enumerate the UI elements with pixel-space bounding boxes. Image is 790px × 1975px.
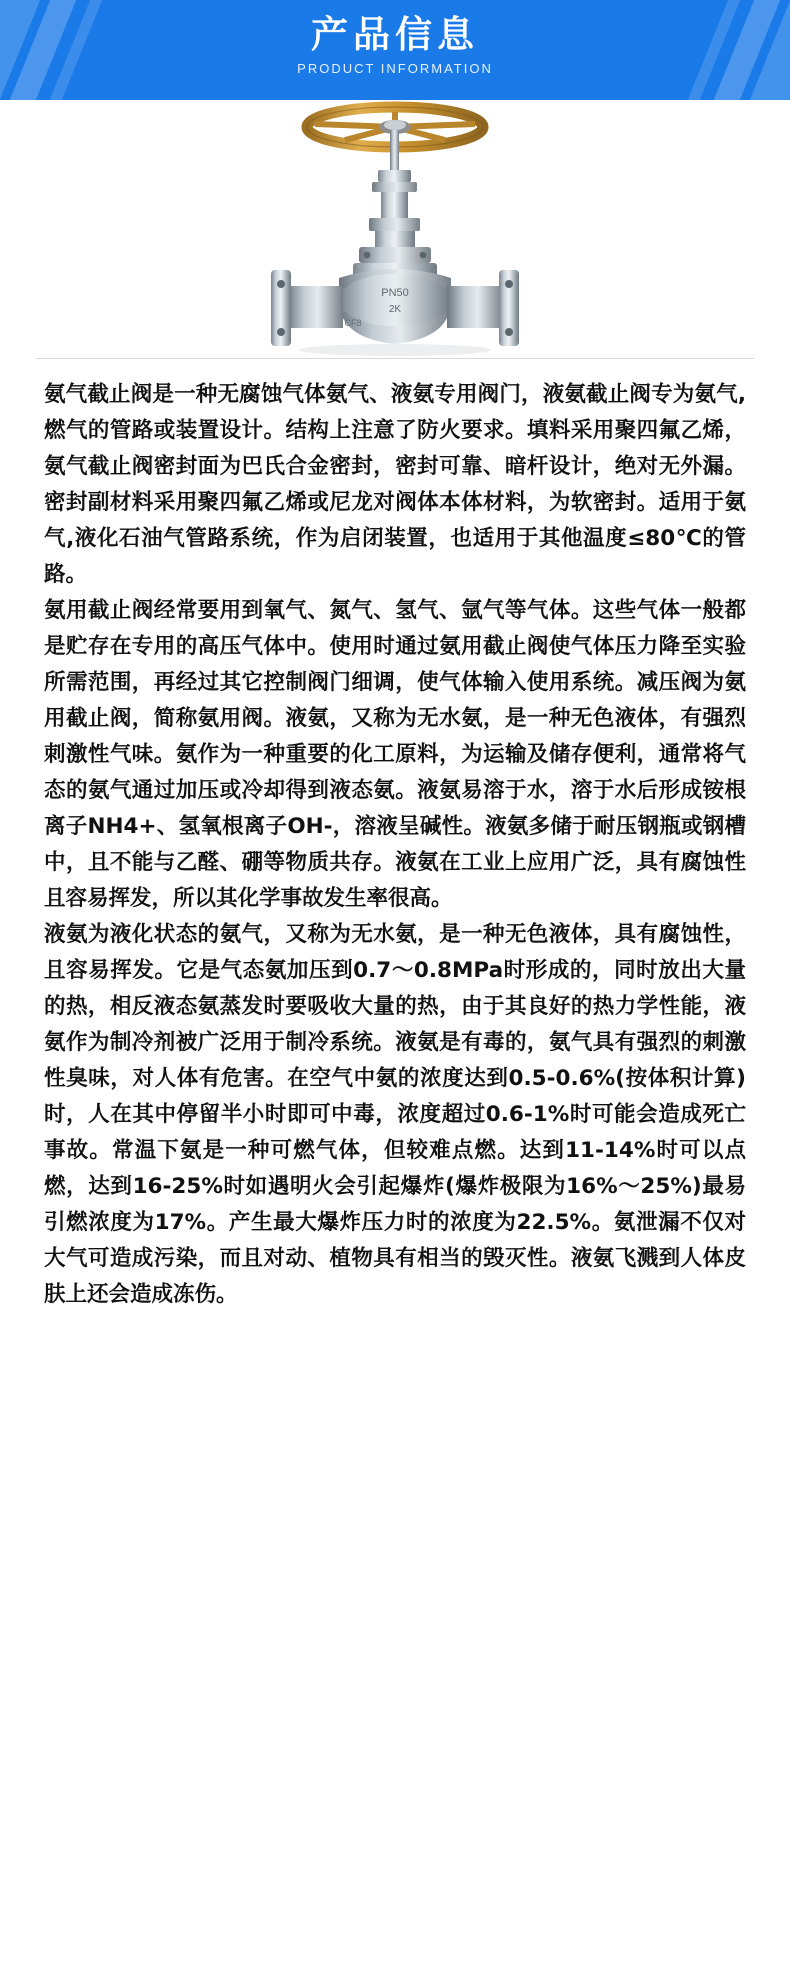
svg-text:CF8: CF8 bbox=[344, 318, 362, 328]
svg-text:PN50: PN50 bbox=[381, 287, 409, 299]
valve-bonnet bbox=[353, 170, 437, 278]
globe-valve-illustration bbox=[235, 100, 555, 358]
valve-stem bbox=[390, 130, 399, 172]
page-header-banner bbox=[0, 0, 790, 100]
right-flange bbox=[447, 270, 519, 346]
page-title: 产品信息 bbox=[311, 14, 479, 55]
left-flange bbox=[271, 270, 343, 346]
paragraph: 液氨为液化状态的氨气，又称为无水氨，是一种无色液体，具有腐蚀性，且容易挥发。它是气态氨加压到0.7～0.8MPa时形成的，同时放出大量的热，相反液态氨蒸发时要吸收大量的热，由于其良好的热力学性能，液氨作为制冷剂被广泛用于制冷系统。液氨是有毒的，氨气具有强烈的刺激性臭味，对人体有危害。在空气中氨的浓度达到0.5-0.6%(按体积计算)时，人在其中停留半小时即可中毒，浓度超过0.6-1%时可能会造成死亡事故。常温下氨是一种可燃气体，但较难点燃。达到11-14%时可以点燃，达到16-25%时如遇明火会引起爆炸(爆炸极限为16%～25%)最易引燃浓度为17%。产生最大爆炸压力时的浓度为22.5%。氨泄漏不仅对大气可造成污染，而且对动、植物具有相当的毁灭性。液氨飞溅到人体皮肤上还会造成冻伤。 bbox=[44, 922, 746, 1307]
valve-body bbox=[339, 269, 451, 344]
svg-text:2K: 2K bbox=[388, 304, 402, 315]
banner-text-group bbox=[0, 0, 790, 79]
paragraph: 氨气截止阀是一种无腐蚀气体氨气、液氨专用阀门，液氨截止阀专为氨气,燃气的管路或装置设计。结构上注意了防火要求。填料采用聚四氟乙烯，氨气截止阀密封面为巴氏合金密封，密封可靠、暗杆设计，绝对无外漏。密封副材料采用聚四氟乙烯或尼龙对阀体本体材料，为软密封。适用于氨气,液化石油气管路系统，作为启闭装置，也适用于其他温度≤80℃的管路。 bbox=[44, 382, 746, 587]
product-description bbox=[36, 358, 754, 1339]
shadow bbox=[299, 344, 491, 356]
page-subtitle: PRODUCT INFORMATION bbox=[297, 61, 493, 76]
product-image-area bbox=[0, 100, 790, 358]
paragraph: 氨用截止阀经常要用到氧气、氮气、氢气、氩气等气体。这些气体一般都是贮存在专用的高压气体中。使用时通过氨用截止阀使气体压力降至实验所需范围，再经过其它控制阀门细调，使气体输入使用系统。减压阀为氨用截止阀，简称氨用阀。液氨，又称为无水氨，是一种无色液体，有强烈刺激性气味。氨作为一种重要的化工原料，为运输及储存便利，通常将气态的氨气通过加压或冷却得到液态氨。液氨易溶于水，溶于水后形成铵根离子NH4+、氢氧根离子OH-，溶液呈碱性。液氨多储于耐压钢瓶或钢槽中，且不能与乙醛、硼等物质共存。液氨在工业上应用广泛，具有腐蚀性且容易挥发，所以其化学事故发生率很高。 bbox=[44, 598, 746, 911]
